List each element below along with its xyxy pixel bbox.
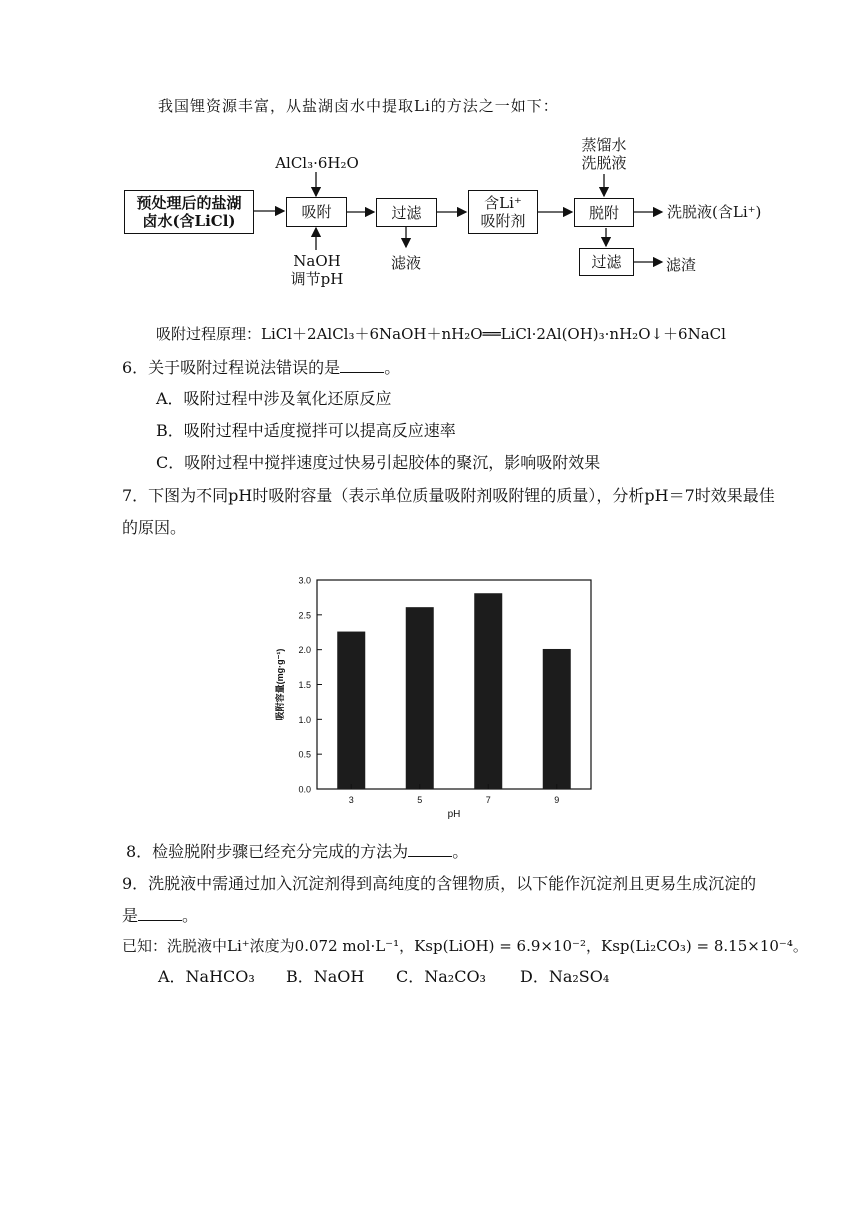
flow-arrows (0, 0, 867, 300)
question-9-end: 。 (182, 906, 199, 925)
x-tick-label: 7 (485, 795, 491, 805)
answer-blank-6[interactable] (340, 358, 384, 373)
input-brine-line1: 预处理后的盐湖 (136, 194, 242, 212)
filter2-box: 过滤 (579, 248, 634, 276)
option-6b: B．吸附过程中适度搅拌可以提高反应速率 (156, 421, 456, 440)
question-9-known: 已知：洗脱液中Li⁺浓度为0.072 mol·L⁻¹，Ksp(LiOH) = 6.9×10⁻²，Ksp(Li₂CO₃) = 8.15×10⁻⁴。 (122, 937, 808, 955)
y-tick-label: 0.0 (298, 784, 311, 795)
filter1-box: 过滤 (376, 198, 437, 227)
bar-ph-9 (543, 649, 571, 789)
question-8-stem: 8．检验脱附步骤已经充分完成的方法为 (126, 842, 409, 861)
eluent-label (566, 136, 642, 172)
question-7-line2: 的原因。 (122, 518, 187, 537)
filtrate-label: 滤液 (390, 254, 421, 272)
question-9-line2-text: 是 (122, 906, 139, 925)
input-brine-box (124, 190, 254, 234)
residue-label: 滤渣 (666, 256, 697, 274)
reagent-alcl3-label: AlCl₃·6H₂O (275, 154, 359, 172)
y-tick-label: 2.0 (298, 645, 311, 656)
naoh-line1: NaOH (293, 252, 341, 270)
question-9-line1: 9．洗脱液中需通过加入沉淀剂得到高纯度的含锂物质，以下能作沉淀剂且更易生成沉淀的 (122, 874, 757, 893)
y-tick-label: 3.0 (298, 575, 311, 586)
x-tick-label: 5 (417, 795, 423, 805)
y-axis-label: 吸附容量(mg·g⁻¹) (275, 648, 285, 721)
input-brine-line2: 卤水(含LiCl) (142, 212, 236, 230)
y-tick-label: 2.5 (298, 610, 311, 621)
li-adsorbent-box (468, 190, 538, 234)
y-tick-label: 1.5 (298, 680, 311, 690)
option-9b: B．NaOH (286, 967, 365, 986)
x-tick-label: 3 (348, 795, 354, 805)
question-8-end: 。 (452, 842, 469, 861)
li-adsorbent-line2: 吸附剂 (480, 212, 526, 230)
y-tick-label: 0.5 (298, 749, 311, 760)
question-9-line2 (122, 906, 198, 926)
naoh-line2: 调节pH (290, 270, 344, 288)
li-adsorbent-line1: 含Li⁺ (484, 194, 522, 212)
bar-ph-5 (406, 607, 434, 789)
option-9a: A．NaHCO₃ (158, 967, 255, 986)
option-9c: C．Na₂CO₃ (396, 967, 486, 986)
x-tick-label: 9 (554, 795, 560, 805)
question-6-end: 。 (384, 358, 401, 377)
intro-text: 我国锂资源丰富，从盐湖卤水中提取Li的方法之一如下： (158, 97, 559, 115)
bar-ph-7 (474, 593, 502, 789)
plot-frame (317, 580, 591, 789)
question-6 (122, 358, 400, 378)
y-tick-label: 1.0 (298, 714, 311, 725)
option-9d: D．Na₂SO₄ (520, 967, 610, 986)
option-6c: C．吸附过程中搅拌速度过快易引起胶体的聚沉，影响吸附效果 (156, 453, 601, 472)
eluate-output-label: 洗脱液(含Li⁺) (667, 203, 762, 221)
bar-ph-3 (337, 632, 365, 789)
desorb-box: 脱附 (574, 198, 634, 227)
eluent-line2: 洗脱液 (581, 154, 627, 172)
naoh-label (282, 252, 352, 288)
question-8 (126, 842, 468, 862)
question-7-line1: 7．下图为不同pH时吸附容量（表示单位质量吸附剂吸附锂的质量），分析pH＝7时效果最佳 (122, 486, 775, 505)
adsorption-principle: 吸附过程原理：LiCl＋2AlCl₃＋6NaOH＋nH₂O══LiCl·2Al(OH)₃·nH₂O↓＋6NaCl (156, 325, 726, 343)
adsorb-box: 吸附 (286, 197, 347, 227)
x-axis-label: pH (447, 809, 461, 820)
eluent-line1: 蒸馏水 (581, 136, 627, 154)
answer-blank-9[interactable] (138, 906, 182, 921)
option-6a: A．吸附过程中涉及氧化还原反应 (156, 389, 392, 408)
question-6-stem: 6．关于吸附过程说法错误的是 (122, 358, 341, 377)
answer-blank-8[interactable] (408, 842, 452, 857)
